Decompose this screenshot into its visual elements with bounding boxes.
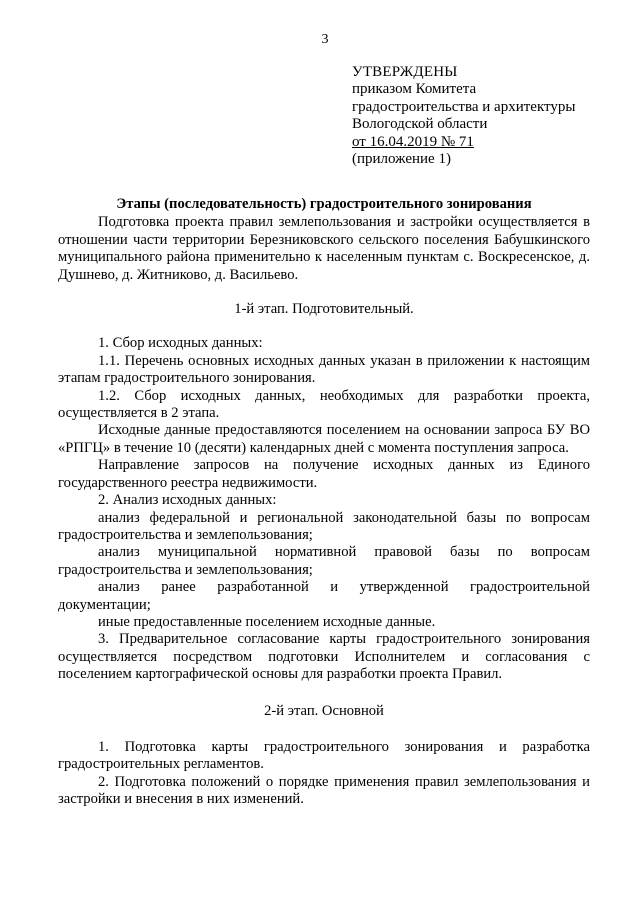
document-body <box>58 196 590 809</box>
stage-1-item: 2. Анализ исходных данных: <box>98 492 277 509</box>
stage-1-item: анализ федеральной и региональной законодательной базы по вопросам градостроительства и землепользования; <box>58 509 590 543</box>
stage-1-item: Направление запросов на получение исходных данных из Единого государственного реестра недвижимости. <box>58 457 590 491</box>
approval-line: приказом Комитета <box>352 81 477 98</box>
approval-order-date: от 16.04.2019 № 71 <box>352 133 474 150</box>
stage-1-item: анализ ранее разработанной и утвержденной градостроительной документации; <box>58 579 590 613</box>
stage-1-item: 1.1. Перечень основных исходных данных указан в приложении к настоящим этапам градостроительного зонирования. <box>58 352 590 387</box>
approval-line: градостроительства и архитектуры <box>352 98 576 115</box>
stage-1-item: Исходные данные предоставляются поселением на основании запроса БУ ВО «РПГЦ» в течение 10 (десяти) календарных дней с момента поступления запроса. <box>58 422 590 456</box>
stage-1-item: 3. Предварительное согласование карты градостроительного зонирования осуществляется посредством подготовки Исполнителем и согласования с поселением картографической основы для разработки проекта Правил. <box>58 631 590 683</box>
intro-paragraph: Подготовка проекта правил землепользования и застройки осуществляется в отношении части территории Березниковского сельского поселения Бабушкинского муниципального района применительно к населенным пунктам с. Воскресенское, д. Душнево, д. Житниково, д. Васильево. <box>58 214 590 283</box>
approval-line: Вологодской области <box>352 116 488 133</box>
stage-1-item: 1.2. Сбор исходных данных, необходимых для разработки проекта, осуществляется в 2 этапа. <box>58 387 590 422</box>
stage-1-item: анализ муниципальной нормативной правовой базы по вопросам градостроительства и землепользования; <box>58 544 590 578</box>
stage-1-item: иные предоставленные поселением исходные данные. <box>98 613 436 630</box>
document-heading: Этапы (последовательность) градостроительного зонирования <box>116 196 532 212</box>
stage-1-item: 1. Сбор исходных данных: <box>98 335 263 352</box>
stage-2-item: 2. Подготовка положений о порядке применения правил землепользования и застройки и внесения в них изменений. <box>58 773 590 808</box>
approval-line: (приложение 1) <box>352 151 451 168</box>
stage-2-title: 2-й этап. Основной <box>264 702 384 719</box>
stage-2-item: 1. Подготовка карты градостроительного зонирования и разработка градостроительных регламентов. <box>58 738 590 773</box>
approval-title: УТВЕРЖДЕНЫ <box>352 64 458 80</box>
page-number: 3 <box>321 32 329 47</box>
stage-1-title: 1-й этап. Подготовительный. <box>234 301 414 318</box>
approval-stamp <box>352 64 622 168</box>
